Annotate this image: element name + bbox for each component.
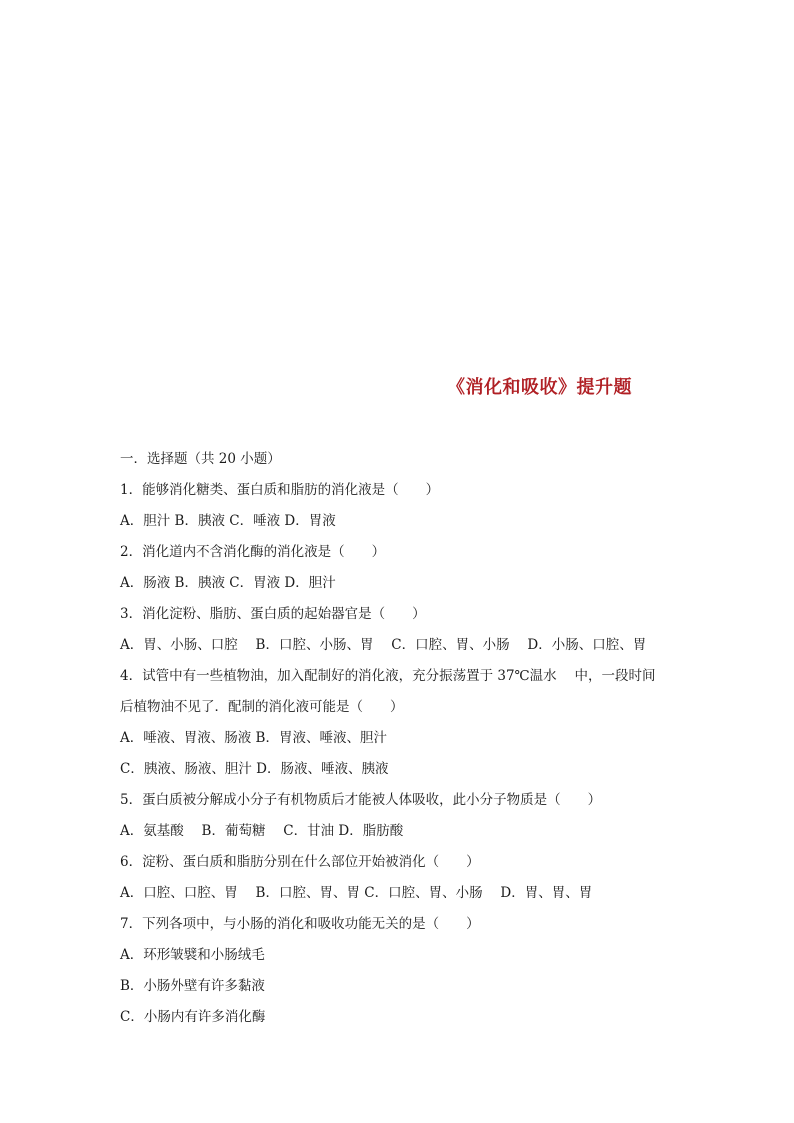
question-7-option-b: B．小肠外壁有许多黏液 [120,978,265,994]
question-2-options: A．肠液 B．胰液 C．胃液 D．胆汁 [120,575,336,591]
question-list [120,444,690,1033]
section-heading: 一．选择题（共 20 小题） [120,451,281,467]
question-3-options: A．胃、小肠、口腔 B．口腔、小肠、胃 C．口腔、胃、小肠 D．小肠、口腔、胃 [120,637,647,653]
question-3: 3．消化淀粉、脂肪、蛋白质的起始器官是（ ） [120,606,426,622]
question-2: 2．消化道内不含消化酶的消化液是（ ） [120,544,386,560]
question-6: 6．淀粉、蛋白质和脂肪分别在什么部位开始被消化（ ） [120,854,480,870]
question-7-option-a: A．环形皱襞和小肠绒毛 [120,947,265,963]
question-4-continued: 后植物油不见了．配制的消化液可能是（ ） [120,699,404,715]
question-4-options-ab: A．唾液、胃液、肠液 B．胃液、唾液、胆汁 [120,730,387,746]
question-7-option-c: C．小肠内有许多消化酶 [120,1009,266,1025]
question-1-options: A．胆汁 B．胰液 C．唾液 D．胃液 [120,513,336,529]
question-6-options: A．口腔、口腔、胃 B．口腔、胃、胃 C．口腔、胃、小肠 D．胃、胃、胃 [120,885,593,901]
document-title: 《消化和吸收》提升题 [447,377,632,398]
question-4-options-cd: C．胰液、肠液、胆汁 D．肠液、唾液、胰液 [120,761,389,777]
question-5: 5．蛋白质被分解成小分子有机物质后才能被人体吸收，此小分子物质是（ ） [120,792,602,808]
question-4: 4．试管中有一些植物油，加入配制好的消化液，充分振荡置于 37℃温水 中，一段时间 [120,668,656,684]
question-1: 1．能够消化糖类、蛋白质和脂肪的消化液是（ ） [120,482,440,498]
question-7: 7．下列各项中，与小肠的消化和吸收功能无关的是（ ） [120,916,480,932]
question-5-options: A．氨基酸 B．葡萄糖 C．甘油 D．脂肪酸 [120,823,404,839]
